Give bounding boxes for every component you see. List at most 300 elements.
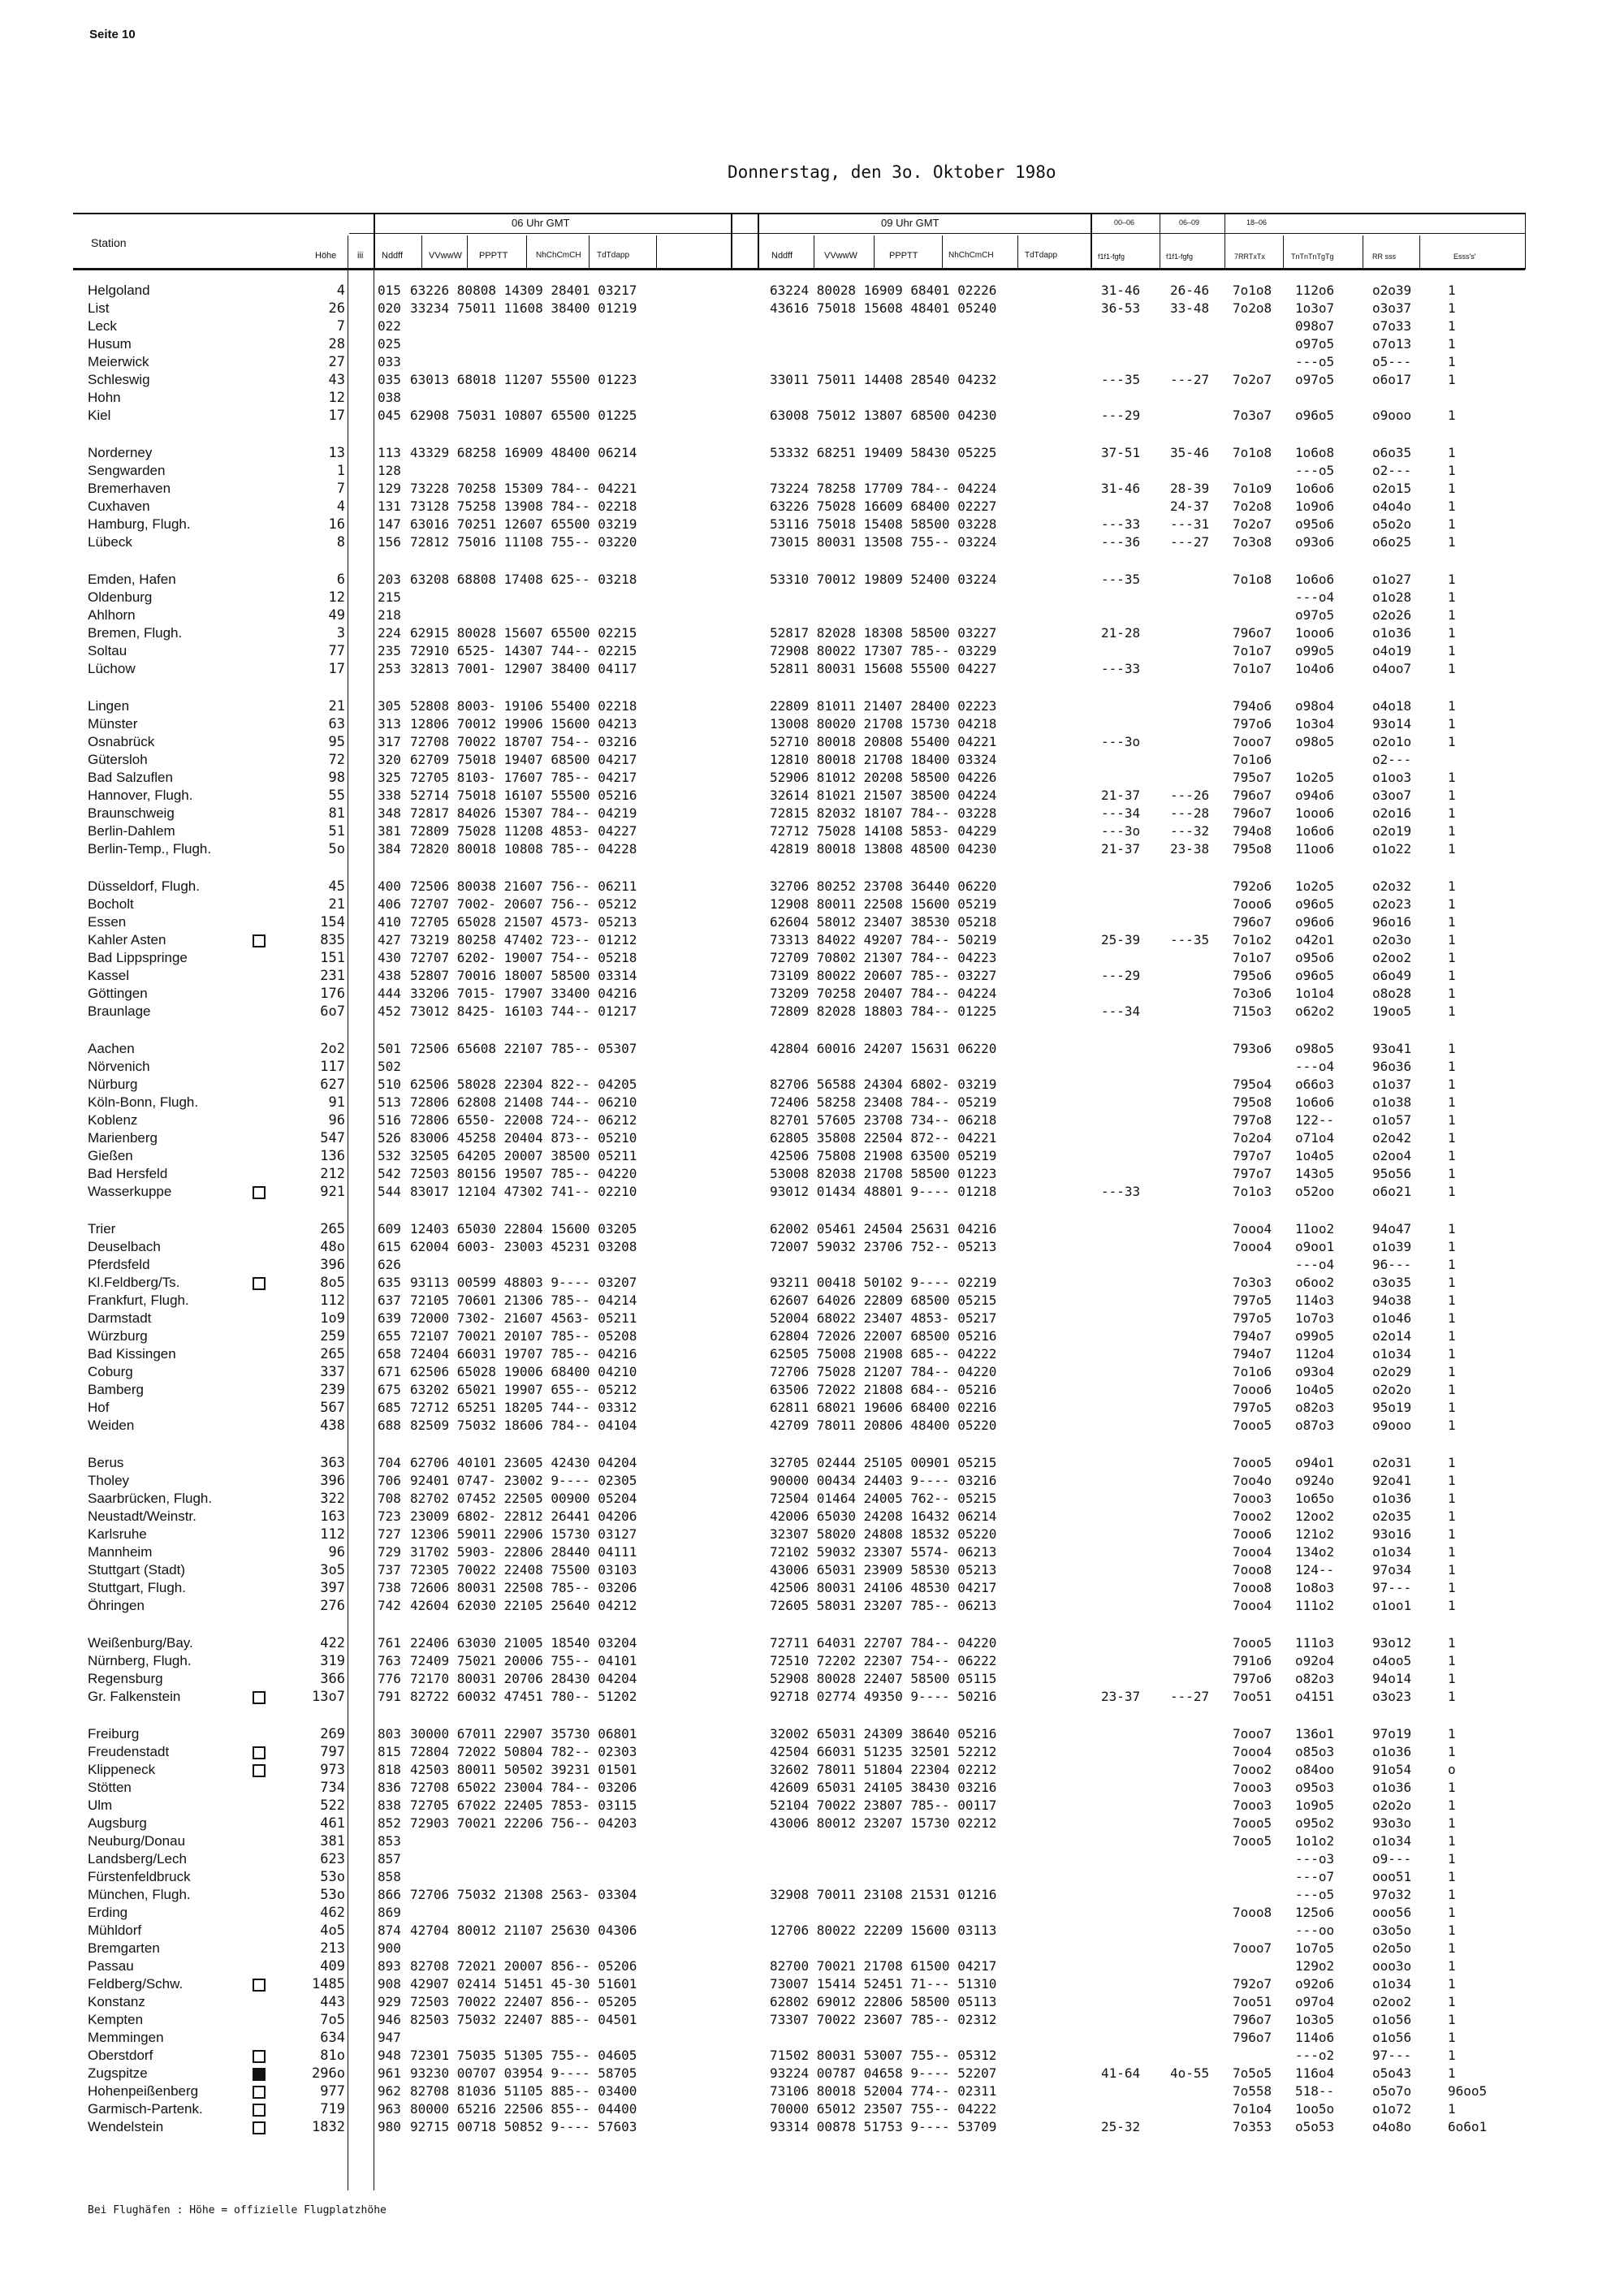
rr-sss: o2o14 [1372,1328,1412,1344]
rr-sss: o2o39 [1372,283,1412,298]
station-height: 835 [320,932,345,948]
station-height: 623 [320,1851,345,1867]
table-row [0,805,1624,822]
rr-txtx: 7ooo3 [1233,1491,1272,1506]
table-row [0,733,1624,751]
table-row [0,1220,1624,1238]
table-row [0,1274,1624,1292]
tn-tg: 1ooo6 [1295,805,1335,821]
group2-values: 32614 81021 21507 38500 04224 [770,788,997,803]
group2-values: 72504 01464 24005 762-- 05215 [770,1491,997,1506]
group1-values: 52714 75018 16107 55500 05216 [410,788,637,803]
station-name: Lüchow [88,661,136,676]
tn-tg: 1o2o5 [1295,770,1335,785]
tn-tg: o66o3 [1295,1077,1335,1092]
station-name: Berlin-Dahlem [88,823,175,839]
rr-sss: 97o32 [1372,1887,1412,1902]
station-height: 17 [328,661,345,677]
e-sss: 1 [1448,1976,1456,1992]
group1-values: 62908 75031 10807 65500 01225 [410,408,637,423]
group2-values: 73106 80018 52004 774-- 02311 [770,2083,997,2099]
iii-cell: 452 [378,1003,401,1019]
station-height: 366 [320,1671,345,1687]
e-sss: 1 [1448,2012,1456,2027]
station-name: Bad Salzuflen [88,770,173,785]
group1-values: 62506 65028 19006 68400 04210 [410,1364,637,1379]
tn-tg: 1o4o5 [1295,1382,1335,1397]
group1-values: 52807 70016 18007 58500 03314 [410,968,637,983]
page-number: Seite 10 [89,28,136,41]
e-sss: 1 [1448,716,1456,732]
group1-values: 82708 81036 51105 885-- 03400 [410,2083,637,2099]
station-height: 28 [328,336,345,352]
iii-cell: 900 [378,1940,401,1956]
group1-values: 72708 65022 23004 784-- 03206 [410,1780,637,1795]
table-row [0,642,1624,660]
rr-txtx: 7o1o2 [1233,932,1272,947]
f-00-06: 31-46 [1101,481,1141,496]
table-row [0,1472,1624,1490]
station-name: München, Flugh. [88,1887,191,1902]
e-sss: 1 [1448,968,1456,983]
table-row [0,606,1624,624]
table-row [0,498,1624,516]
group1-values: 83017 12104 47302 741-- 02210 [410,1184,637,1199]
group1-values: 62915 80028 15607 65500 02215 [410,625,637,641]
rr-txtx: 7o2o8 [1233,498,1272,514]
station-name: Ahlhorn [88,607,136,623]
station-name: Öhringen [88,1598,145,1613]
e-sss: 1 [1448,607,1456,623]
rr-txtx: 7ooo2 [1233,1762,1272,1777]
table-row [0,589,1624,606]
group2-values: 62805 35808 22504 872-- 04221 [770,1130,997,1146]
station-height: 296o [312,2065,345,2082]
rr-txtx: 797o5 [1233,1400,1272,1415]
e-sss: 1 [1448,1851,1456,1867]
station-name: Berus [88,1455,124,1470]
group1-values: 72503 70022 22407 856-- 05205 [410,1994,637,2009]
tn-tg: 1o6o6 [1295,572,1335,587]
rr-sss: o1o22 [1372,841,1412,857]
table-row [0,1688,1624,1706]
rr-txtx: 7o3o7 [1233,408,1272,423]
station-name: Kassel [88,968,130,983]
group2-values: 32908 70011 23108 21531 01216 [770,1887,997,1902]
e-sss: 1 [1448,932,1456,947]
iii-cell: 156 [378,534,401,550]
rr-sss: o7o33 [1372,318,1412,334]
e-sss: 1 [1448,1562,1456,1577]
iii-cell: 737 [378,1562,401,1577]
f-06-09: ---27 [1170,372,1210,387]
station-height: 438 [320,1418,345,1434]
group1-values: 72409 75021 20006 755-- 04101 [410,1653,637,1668]
e-sss: 1 [1448,1059,1456,1074]
station-height: 91 [328,1094,345,1111]
rr-sss: o2--- [1372,752,1412,767]
hoehe-header: Höhe [315,251,337,261]
rr-sss: o4o18 [1372,698,1412,714]
station-name: Norderney [88,445,153,460]
group1-values: 72804 72022 50804 782-- 02303 [410,1744,637,1759]
rr-txtx: 7o1o7 [1233,643,1272,658]
tn-tg: o84oo [1295,1762,1335,1777]
rr-sss: o4o4o [1372,498,1412,514]
station-name: Mühldorf [88,1923,142,1938]
iii-cell: 025 [378,336,401,352]
table-row [0,769,1624,787]
group1-values: 72708 70022 18707 754-- 03216 [410,734,637,749]
e-sss: 1 [1448,788,1456,803]
iii-cell: 838 [378,1798,401,1813]
f-00-06: ---29 [1101,408,1141,423]
tn-tg: 1o65o [1295,1491,1335,1506]
rr-sss: o2o23 [1372,896,1412,912]
f-00-06: ---3o [1101,734,1141,749]
rr-txtx: 7o3o6 [1233,986,1272,1001]
rr-sss: ooo51 [1372,1869,1412,1884]
station-height: 363 [320,1455,345,1471]
rr-txtx: 7ooo4 [1233,1598,1272,1613]
tn-tg: 112o4 [1295,1346,1335,1362]
rr-txtx: 792o7 [1233,1976,1272,1992]
group2-values: 71502 80031 53007 755-- 05312 [770,2048,997,2063]
table-row [0,1543,1624,1561]
group2-values: 82706 56588 24304 6802- 03219 [770,1077,997,1092]
rr-txtx: 7o2o7 [1233,372,1272,387]
group2-values: 63224 80028 16909 68401 02226 [770,283,997,298]
iii-cell: 626 [378,1257,401,1272]
table-row [0,1993,1624,2011]
rr-txtx: 793o6 [1233,1041,1272,1056]
station-height: 4o5 [320,1923,345,1939]
group2-values: 90000 00434 24403 9---- 03216 [770,1473,997,1488]
rr-sss: 94o14 [1372,1671,1412,1686]
f-00-06: ---29 [1101,968,1141,983]
f-06-09: 35-46 [1170,445,1210,460]
station-height: 921 [320,1184,345,1200]
tn-tg: o924o [1295,1473,1335,1488]
rr-txtx: 7ooo6 [1233,1382,1272,1397]
rr-txtx: 7o1o3 [1233,1184,1272,1199]
rr-txtx: 715o3 [1233,1003,1272,1019]
group2-values: 32706 80252 23708 36440 06220 [770,878,997,894]
station-name: Feldberg/Schw. [88,1976,184,1992]
rr-sss: 91o54 [1372,1762,1412,1777]
iii-cell: 203 [378,572,401,587]
rr-sss: ooo56 [1372,1905,1412,1920]
station-name: Coburg [88,1364,133,1379]
table-row [0,913,1624,931]
tn-tg: 112o6 [1295,283,1335,298]
table-row [0,389,1624,407]
rr-sss: 96o36 [1372,1059,1412,1074]
station-name: Zugspitze [88,2065,148,2081]
group1-values: 32505 64205 20007 38500 05211 [410,1148,637,1163]
f-00-06: ---34 [1101,1003,1141,1019]
iii-cell: 729 [378,1544,401,1560]
group1-values: 72707 7002- 20607 756-- 05212 [410,896,637,912]
group2-values: 53116 75018 15408 58500 03228 [770,516,997,532]
iii-cell: 908 [378,1976,401,1992]
group1-values: 93230 00707 03954 9---- 58705 [410,2065,637,2081]
rr-sss: o5o43 [1372,2065,1412,2081]
rr-txtx: 7o3o8 [1233,534,1272,550]
rr-sss: o1o34 [1372,1346,1412,1362]
station-height: 397 [320,1580,345,1596]
group1-values: 22406 63030 21005 18540 03204 [410,1635,637,1651]
group2-values: 72711 64031 22707 784-- 04220 [770,1635,997,1651]
f-06-09: ---28 [1170,805,1210,821]
e-sss: 1 [1448,1833,1456,1849]
station-name: Landsberg/Lech [88,1851,187,1867]
e-sss: 1 [1448,2048,1456,2063]
rr-txtx: 795o6 [1233,968,1272,983]
table-row [0,335,1624,353]
rr-sss: o2o31 [1372,1455,1412,1470]
group1-values: 72301 75035 51305 755-- 04605 [410,2048,637,2063]
rr-sss: o1o56 [1372,2030,1412,2045]
tn-tg: 1o6o6 [1295,481,1335,496]
rr-sss: 93o3o [1372,1815,1412,1831]
table-row [0,878,1624,896]
table-row [0,407,1624,425]
e-sss: 1 [1448,300,1456,316]
iii-cell: 675 [378,1382,401,1397]
tn-tg: ---o3 [1295,1851,1335,1867]
station-name: Klippeneck [88,1762,156,1777]
tn-tg: ---oo [1295,1923,1335,1938]
rr-sss: o3o35 [1372,1275,1412,1290]
station-height: 3o5 [320,1562,345,1578]
rr-sss: 97o19 [1372,1726,1412,1741]
station-name: Stötten [88,1780,132,1795]
station-height: 72 [328,752,345,768]
tn-tg: 111o2 [1295,1598,1335,1613]
f-00-06: 37-51 [1101,445,1141,460]
e-sss: 1 [1448,1003,1456,1019]
group2-values: 72706 75028 21207 784-- 04220 [770,1364,997,1379]
table-row [0,985,1624,1003]
station-name: Aachen [88,1041,135,1056]
rr-txtx: 797o7 [1233,1148,1272,1163]
rr-txtx: 7ooo5 [1233,1815,1272,1831]
iii-cell: 317 [378,734,401,749]
station-height: 5o [328,841,345,857]
group1-values: 72105 70601 21306 785-- 04214 [410,1293,637,1308]
group1-values: 73219 80258 47402 723-- 01212 [410,932,637,947]
group2-values: 63506 72022 21808 684-- 05216 [770,1382,997,1397]
iii-cell: 836 [378,1780,401,1795]
rr-txtx: 7ooo4 [1233,1544,1272,1560]
tn-tg: 1oo5o [1295,2101,1335,2117]
iii-cell: 338 [378,788,401,803]
rr-txtx: 7ooo7 [1233,1940,1272,1956]
station-height: 163 [320,1508,345,1525]
station-name: Bad Hersfeld [88,1166,168,1181]
tn-tg: 1o8o3 [1295,1580,1335,1595]
iii-cell: 113 [378,445,401,460]
tn-tg: 12oo2 [1295,1508,1335,1524]
station-name: Koblenz [88,1112,138,1128]
iii-cell: 635 [378,1275,401,1290]
rr-sss: o1o36 [1372,625,1412,641]
iii-cell: 609 [378,1221,401,1236]
station-name: Saarbrücken, Flugh. [88,1491,213,1506]
tn-tg: o52oo [1295,1184,1335,1199]
iii-cell: 893 [378,1958,401,1974]
f-06-09: ---26 [1170,788,1210,803]
group1-values: 83006 45258 20404 873-- 05210 [410,1130,637,1146]
table-row [0,2082,1624,2100]
rr-sss: o2o16 [1372,805,1412,821]
station-name: Oldenburg [88,589,153,605]
station-height: 77 [328,643,345,659]
e-sss: 6o6o1 [1448,2119,1488,2134]
iii-cell: 542 [378,1166,401,1181]
rr-txtx: 797o6 [1233,716,1272,732]
g2-col-1: Nddff [771,251,793,261]
e-sss: 1 [1448,734,1456,749]
iii-cell: 615 [378,1239,401,1254]
tn-tg: 1o6o6 [1295,823,1335,839]
table-row [0,1003,1624,1021]
station-name: Bremerhaven [88,481,171,496]
rr-txtx: 794o6 [1233,698,1272,714]
tn-tg: 114o6 [1295,2030,1335,2045]
table-row [0,1165,1624,1183]
table-row [0,787,1624,805]
col-18-06: 18–06 [1246,218,1268,227]
iii-cell: 348 [378,805,401,821]
rr-txtx: 797o8 [1233,1112,1272,1128]
col-e: Esss's' [1453,252,1476,261]
rr-txtx: 796o7 [1233,2030,1272,2045]
station-height: 231 [320,968,345,984]
f-00-06: 23-37 [1101,1689,1141,1704]
rr-txtx: 797o7 [1233,1166,1272,1181]
rr-sss: o3o23 [1372,1689,1412,1704]
group2-values: 72815 82032 18107 784-- 03228 [770,805,997,821]
tn-tg: o92o6 [1295,1976,1335,1992]
table-row [0,516,1624,533]
rr-sss: o1o46 [1372,1310,1412,1326]
g1-col-5: TdTdapp [597,251,630,260]
g2-col-5: TdTdapp [1025,251,1058,260]
station-name: Kempten [88,2012,144,2027]
station-height: 409 [320,1958,345,1974]
iii-cell: 866 [378,1887,401,1902]
group1-values: 33206 7015- 17907 33400 04216 [410,986,637,1001]
e-sss: 1 [1448,1328,1456,1344]
station-height: 27 [328,354,345,370]
e-sss: 96oo5 [1448,2083,1488,2099]
tn-tg: 114o3 [1295,1293,1335,1308]
f-06-09: ---32 [1170,823,1210,839]
rr-sss: 92o41 [1372,1473,1412,1488]
station-name: Freiburg [88,1726,140,1741]
e-sss: 1 [1448,2101,1456,2117]
group1-values: 82509 75032 18606 784-- 04104 [410,1418,637,1433]
mountain-station-icon [252,2047,266,2063]
tn-tg: o85o3 [1295,1744,1335,1759]
footnote: Bei Flughäfen : Höhe = offizielle Flugplatzhöhe [88,2204,387,2216]
tn-tg: o62o2 [1295,1003,1335,1019]
iii-cell: 038 [378,390,401,405]
group2-values: 62604 58012 23407 38530 05218 [770,914,997,930]
station-height: 43 [328,372,345,388]
rr-sss: 96--- [1372,1257,1412,1272]
table-row [0,1508,1624,1526]
col-00-06: 00–06 [1114,218,1135,227]
group1-values: 72820 80018 10808 785-- 04228 [410,841,637,857]
table-row [0,462,1624,480]
station-height: 26 [328,300,345,317]
station-height: 4 [336,498,345,515]
station-height: 462 [320,1905,345,1921]
e-sss: 1 [1448,1112,1456,1128]
station-height: 634 [320,2030,345,2046]
rr-sss: o2o2o [1372,1798,1412,1813]
station-height: 973 [320,1762,345,1778]
iii-cell: 320 [378,752,401,767]
rr-txtx: 796o7 [1233,625,1272,641]
station-height: 381 [320,1833,345,1849]
table-row [0,751,1624,769]
table-row [0,1868,1624,1886]
group2-values: 42506 80031 24106 48530 04217 [770,1580,997,1595]
table-row [0,1850,1624,1868]
station-height: 12 [328,589,345,606]
group1-values: 31702 5903- 22806 28440 04111 [410,1544,637,1560]
group2-values: 43616 75018 15608 48401 05240 [770,300,997,316]
group2-values: 12810 80018 21708 18400 03324 [770,752,997,767]
table-row [0,282,1624,300]
rr-sss: o2o32 [1372,878,1412,894]
station-height: 81o [320,2048,345,2064]
rr-txtx: 792o6 [1233,878,1272,894]
iii-cell: 215 [378,589,401,605]
rr-sss: o9ooo [1372,1418,1412,1433]
station-height: 1 [336,463,345,479]
tn-tg: 1o7o3 [1295,1310,1335,1326]
iii-cell: 852 [378,1815,401,1831]
group1-values: 82503 75032 22407 885-- 04501 [410,2012,637,2027]
mountain-station-icon [252,1183,266,1199]
group2-values: 32705 02444 25105 00901 05215 [770,1455,997,1470]
station-name: Hannover, Flugh. [88,788,193,803]
iii-header: iii [357,251,364,261]
tn-tg: o42o1 [1295,932,1335,947]
station-name: Cuxhaven [88,498,150,514]
station-height: 136 [320,1148,345,1164]
rr-sss: 94o38 [1372,1293,1412,1308]
group1-values: 42704 80012 21107 25630 04306 [410,1923,637,1938]
tn-tg: o94o6 [1295,788,1335,803]
table-row [0,1327,1624,1345]
f-00-06: ---33 [1101,661,1141,676]
iii-cell: 963 [378,2101,401,2117]
rr-sss: o2oo2 [1372,1994,1412,2009]
station-height: 13 [328,445,345,461]
table-row [0,967,1624,985]
group2-values: 63226 75028 16609 68400 02227 [770,498,997,514]
station-height: 7o5 [320,2012,345,2028]
rr-sss: o5--- [1372,354,1412,369]
e-sss: 1 [1448,1400,1456,1415]
table-row [0,1147,1624,1165]
